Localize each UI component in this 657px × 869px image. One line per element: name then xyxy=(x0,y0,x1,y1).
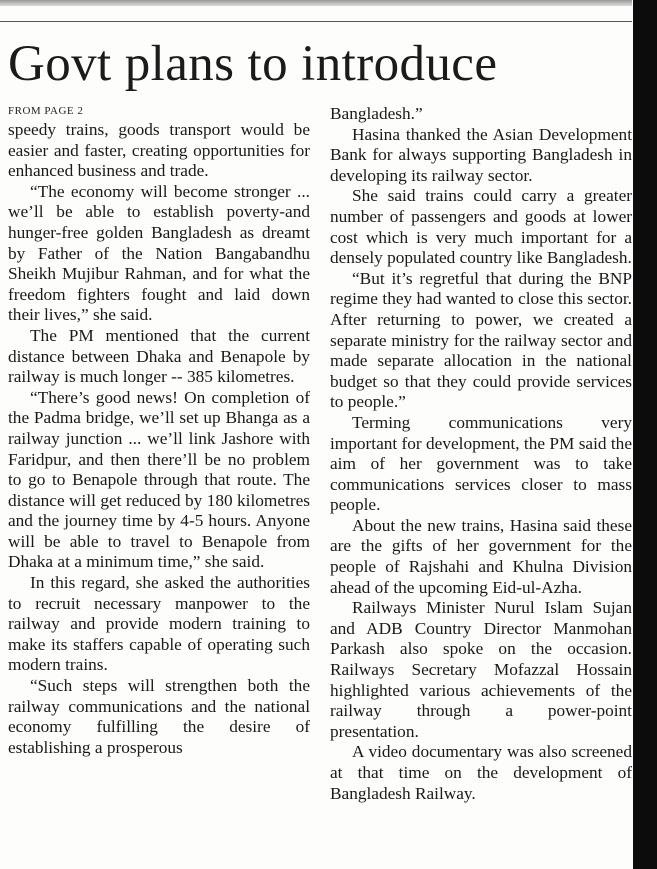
paragraph: About the new trains, Hasina said these are the gifts of her government for the people of Rajshahi and Khulna Division ahead of the upcoming Eid-ul-Azha. xyxy=(330,515,632,597)
paragraph: “The economy will become stronger ... we’ll be able to establish poverty-and hunger-free golden Bangladesh as dreamt by Father of the Nation Bangabandhu Sheikh Mujibur Rahman, and for what the freedom fighters fought and laid down their lives,” she said. xyxy=(8,181,310,325)
paragraph: She said trains could carry a greater number of passengers and goods at lower cost which is very much important for a densely populated country like Bangladesh. xyxy=(330,186,632,268)
from-page-kicker: FROM PAGE 2 xyxy=(8,105,84,117)
paragraph: Terming communications very important for development, the PM said the aim of her government was to take communications services closer to mass people. xyxy=(330,412,632,515)
paragraph: “There’s good news! On completion of the Padma bridge, we’ll set up Bhanga as a railway junction ... we’ll link Jashore with Faridpur, and then there’ll be no problem to go to Benapole through that route. The distance will get reduced by 180 kilometres and the journey time by 4-5 hours. Anyone will be able to travel to Benapole from Dhaka at a minimum time,” she said. xyxy=(8,387,310,572)
paragraph: “Such steps will strengthen both the railway communications and the national economy fulfilling the desire of establishing a prosperous xyxy=(8,676,310,757)
headline: Govt plans to introduce xyxy=(8,36,498,92)
paragraph: The PM mentioned that the current distance between Dhaka and Benapole by railway is much longer -- 385 kilometres. xyxy=(8,325,310,387)
article-column-left xyxy=(8,104,310,758)
paragraph: Railways Minister Nurul Islam Sujan and ADB Country Director Manmohan Parkash also spoke on the occasion. Railways Secretary Mofazzal Hossain highlighted various achievements of the railway through a power-point presentation. xyxy=(330,598,632,741)
article-column-right xyxy=(330,104,632,804)
paragraph: Hasina thanked the Asian Development Bank for always supporting Bangladesh in developing its railway sector. xyxy=(330,124,632,185)
page-edge-shadow xyxy=(633,0,657,869)
paragraph: In this regard, she asked the authorities to recruit necessary manpower to the railway and provide modern training to make its staffers capable of operating such modern trains. xyxy=(8,573,310,675)
paragraph: A video documentary was also screened at that time on the development of Bangladesh Railway. xyxy=(330,742,632,803)
paragraph: “But it’s regretful that during the BNP regime they had wanted to close this sector. After returning to power, we created a separate ministry for the railway sector and made separate allocation in the national budget so that they could provide services to people.” xyxy=(330,268,632,412)
paragraph: speedy trains, goods transport would be easier and faster, creating opportunities for enhanced business and trade. xyxy=(8,120,310,181)
header-rule xyxy=(0,21,632,22)
previous-article-strip xyxy=(0,0,632,6)
paragraph: Bangladesh.” xyxy=(330,104,423,123)
